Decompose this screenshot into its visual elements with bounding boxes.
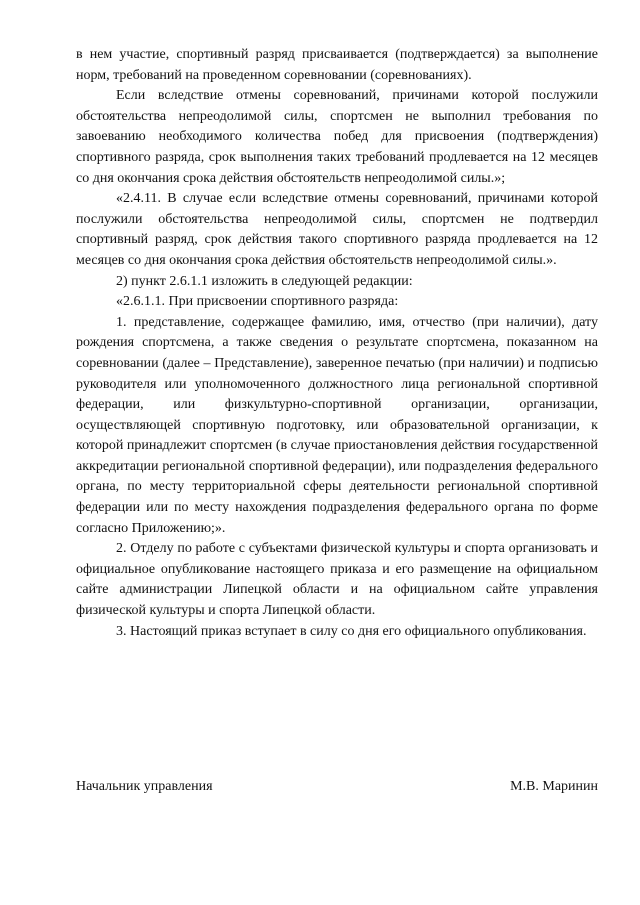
- paragraph-publication: 2. Отделу по работе с субъектами физической культуры и спорта организовать и официальное опубликование настоящего приказа и его размещение на официальном сайте администрации Липецкой области и на официальном сайте управления физической культуры и спорта Липецкой области.: [76, 541, 598, 619]
- paragraph-force-majeure-victories: Если вследствие отмены соревнований, причинами которой послужили обстоятельства непреодолимой силы, спортсмен не выполнил требования по завоеванию необходимого количества побед для присвоения (подтверждения) спортивного разряда, срок выполнения таких требований продлевается на 12 месяцев со дня окончания срока действия обстоятельств непреодолимой силы.»;: [76, 88, 598, 186]
- paragraph-2-4-11: «2.4.11. В случае если вследствие отмены соревнований, причинами которой послужили обстоятельства непреодолимой силы, спортсмен не подтвердил спортивный разряд, срок действия такого спортивного разряда продлевается на 12 месяцев со дня окончания срока действия обстоятельств непреодолимой силы.».: [76, 191, 598, 268]
- paragraph-effective-date: 3. Настоящий приказ вступает в силу со дня его официального опубликования.: [116, 623, 587, 639]
- paragraph-2-6-1-1: «2.6.1.1. При присвоении спортивного разряда:: [116, 294, 399, 310]
- signature-name: М.В. Маринин: [510, 779, 598, 794]
- paragraph-item-2: 2) пункт 2.6.1.1 изложить в следующей редакции:: [116, 273, 413, 289]
- paragraph-representation: 1. представление, содержащее фамилию, имя, отчество (при наличии), дату рождения спортсмена, а также сведения о результате спортсмена, показанном на соревновании (далее – Представление), заверенное печатью (при наличии) и подписью руководителя или уполномоченного должностного лица региональной спортивной федерации, или физкультурно-спортивной организации, организации, осуществляющей спортивную подготовку, или образовательной организации, к которой принадлежит спортсмен (в случае приостановления действия государственной аккредитации региональной спортивной федерации), или подразделения федерального органа, по месту территориальной сферы деятельности региональной спортивной федерации или по месту нахождения подразделения федерального органа по форме согласно Приложению;».: [76, 314, 598, 536]
- signature-position: Начальник управления: [76, 779, 213, 794]
- document-body: [76, 45, 598, 642]
- signature-block: [76, 777, 598, 797]
- paragraph-continuation: в нем участие, спортивный разряд присваивается (подтверждается) за выполнение норм, требований на проведенном соревновании (соревнованиях).: [76, 47, 598, 83]
